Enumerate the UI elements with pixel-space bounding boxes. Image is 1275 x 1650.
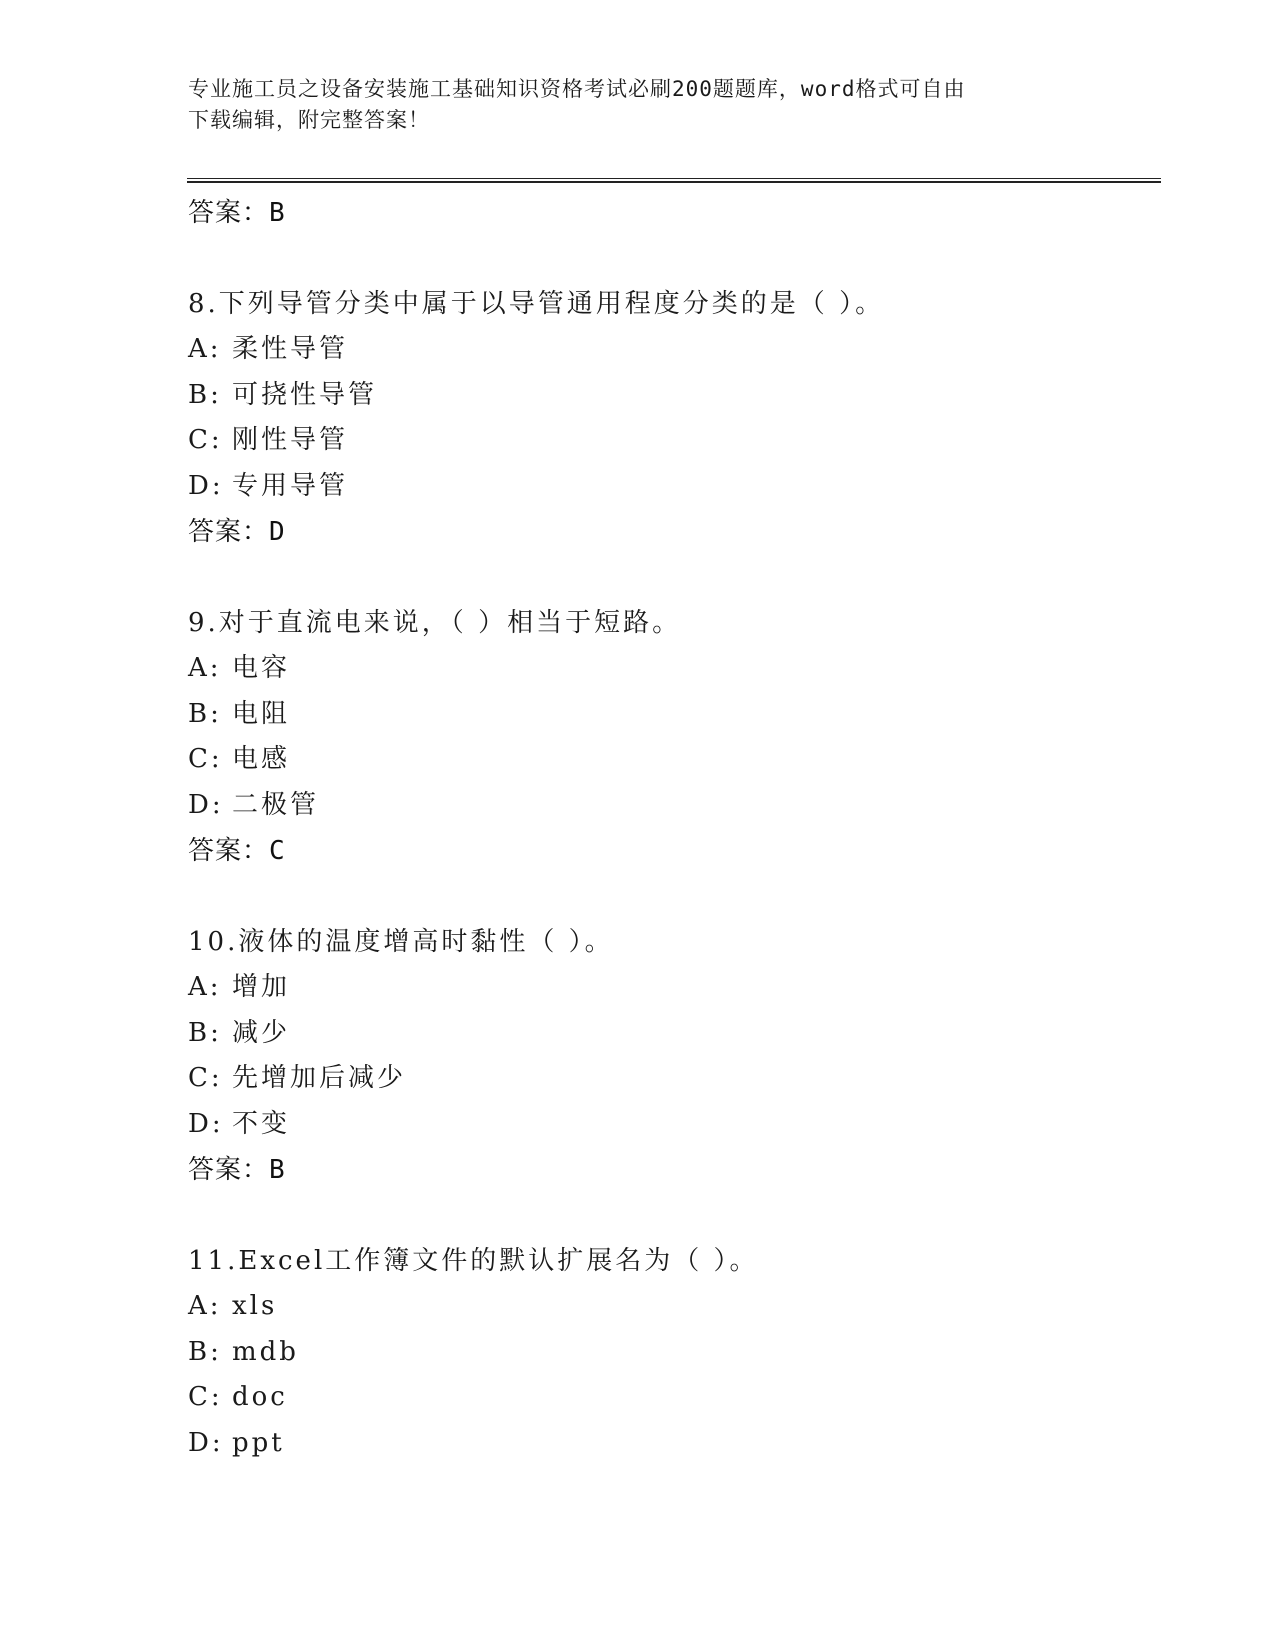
option-text: 增加 <box>232 972 291 1002</box>
option-b <box>188 692 1148 738</box>
answer-line: 答案：D <box>188 517 286 547</box>
option-d <box>188 1421 1148 1467</box>
question-stem: 10.液体的温度增高时黏性（ ）。 <box>188 927 614 957</box>
option-c <box>188 1056 1148 1102</box>
question-stem: 11.Excel工作簿文件的默认扩展名为（ ）。 <box>188 1246 759 1276</box>
option-key: D: <box>188 789 224 820</box>
option-text: 电感 <box>232 744 291 774</box>
option-key: D: <box>188 470 224 501</box>
option-text: 先增加后减少 <box>232 1063 407 1093</box>
question-list <box>188 190 1148 1466</box>
question-item <box>188 920 1148 1193</box>
option-text: 不变 <box>232 1108 291 1139</box>
option-text: 电阻 <box>232 698 291 729</box>
question-stem: 9.对于直流电来说，（ ）相当于短路。 <box>188 608 682 638</box>
header-line-1: 专业施工员之设备安装施工基础知识资格考试必刷200题题库，word格式可自由 <box>188 77 966 101</box>
option-text: ppt <box>232 1427 285 1458</box>
answer-line: 答案：C <box>188 836 286 866</box>
option-c <box>188 1375 1148 1421</box>
option-a <box>188 1284 1148 1330</box>
option-key: D: <box>188 1427 224 1458</box>
option-key: A: <box>188 972 222 1002</box>
option-key: A: <box>188 653 222 683</box>
option-key: A: <box>188 334 222 364</box>
option-key: B: <box>188 379 222 410</box>
question-item <box>188 282 1148 555</box>
option-text: 可挠性导管 <box>232 379 378 410</box>
option-key: C: <box>188 425 223 455</box>
question-item <box>188 1239 1148 1466</box>
answer-line: 答案：B <box>188 1155 286 1185</box>
option-a <box>188 965 1148 1011</box>
option-text: 二极管 <box>232 789 320 820</box>
option-d <box>188 464 1148 510</box>
header-divider <box>187 178 1161 183</box>
option-key: C: <box>188 744 223 774</box>
option-key: B: <box>188 698 222 729</box>
option-b <box>188 1330 1148 1376</box>
answer-line: 答案：B <box>188 198 286 228</box>
option-key: B: <box>188 1017 222 1048</box>
divider-thin-line <box>187 178 1161 179</box>
option-key: A: <box>188 1291 222 1321</box>
option-b <box>188 373 1148 419</box>
option-key: C: <box>188 1063 223 1093</box>
option-b <box>188 1011 1148 1057</box>
option-text: 柔性导管 <box>232 334 349 364</box>
option-key: C: <box>188 1382 223 1412</box>
option-key: D: <box>188 1108 224 1139</box>
option-c <box>188 737 1148 783</box>
option-text: 专用导管 <box>232 470 349 501</box>
option-text: mdb <box>232 1336 299 1367</box>
header-line-2: 下载编辑，附完整答案！ <box>188 108 430 132</box>
option-text: 电容 <box>232 653 291 683</box>
option-text: doc <box>232 1382 288 1412</box>
option-d <box>188 783 1148 829</box>
document-header <box>188 74 1088 136</box>
option-a <box>188 646 1148 692</box>
option-c <box>188 418 1148 464</box>
option-text: 减少 <box>232 1017 291 1048</box>
divider-thick-line <box>187 181 1161 183</box>
question-stem: 8.下列导管分类中属于以导管通用程度分类的是（ ）。 <box>188 289 885 319</box>
option-d <box>188 1102 1148 1148</box>
question-item <box>188 601 1148 874</box>
option-text: 刚性导管 <box>232 425 349 455</box>
option-text: xls <box>232 1291 278 1321</box>
option-a <box>188 327 1148 373</box>
option-key: B: <box>188 1336 222 1367</box>
